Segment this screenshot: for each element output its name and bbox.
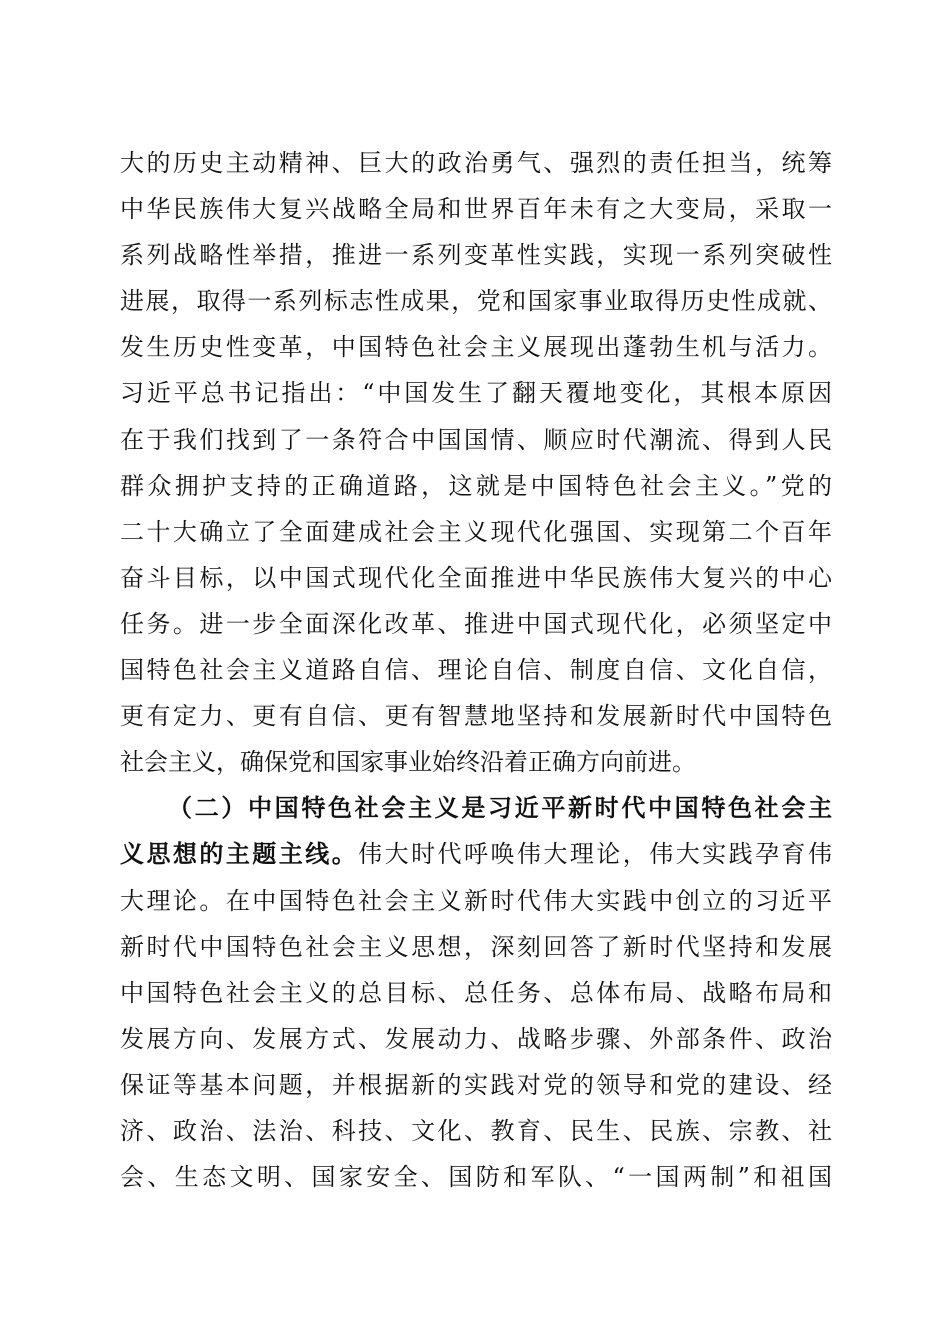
text-line: 国特色社会主义道路自信、理论自信、制度自信、文化自信， — [120, 656, 832, 685]
text-line: 进展，取得一系列标志性成果，党和国家事业取得历史性成就、 — [120, 287, 832, 316]
text-line: 发展方向、发展方式、发展动力、战略步骤、外部条件、政治 — [120, 1024, 832, 1053]
text-line: 系列战略性举措，推进一系列变革性实践，实现一系列突破性 — [120, 241, 832, 270]
paragraph-continuation — [120, 140, 832, 785]
section-heading-end: 义思想的主题主线。 — [120, 839, 359, 869]
text-line: 会、生态文明、国家安全、国防和军队、“一国两制”和祖国 — [120, 1163, 832, 1192]
text-line: 新时代中国特色社会主义思想，深刻回答了新时代坚持和发展 — [120, 932, 832, 961]
text-line — [120, 831, 832, 877]
text-line: 大理论。在中国特色社会主义新时代伟大实践中创立的习近平 — [120, 886, 832, 915]
text-line: 发生历史性变革，中国特色社会主义展现出蓬勃生机与活力。 — [120, 333, 832, 362]
text-line: 中国特色社会主义的总目标、总任务、总体布局、战略布局和 — [120, 978, 832, 1007]
text-line: 任务。进一步全面深化改革、推进中国式现代化，必须坚定中 — [120, 609, 832, 638]
section-heading: （二）中国特色社会主义是习近平新时代中国特色社会主 — [168, 793, 832, 823]
text-line: 奋斗目标，以中国式现代化全面推进中华民族伟大复兴的中心 — [120, 563, 832, 592]
text-line: 保证等基本问题，并根据新的实践对党的领导和党的建设、经 — [120, 1070, 832, 1099]
text-line: 习近平总书记指出：“中国发生了翻天覆地变化，其根本原因 — [120, 379, 832, 408]
text-line: 中华民族伟大复兴战略全局和世界百年未有之大变局，采取一 — [120, 195, 832, 224]
text-line: 二十大确立了全面建成社会主义现代化强国、实现第二个百年 — [120, 517, 832, 546]
text-line: 在于我们找到了一条符合中国国情、顺应时代潮流、得到人民 — [120, 425, 832, 454]
paragraph-section-two — [120, 785, 832, 1200]
text-line-rest: 伟大时代呼唤伟大理论，伟大实践孕育伟 — [358, 840, 833, 869]
text-line: 大的历史主动精神、巨大的政治勇气、强烈的责任担当，统筹 — [120, 149, 832, 177]
text-line: 社会主义，确保党和国家事业始终沿着正确方向前进。 — [120, 748, 696, 777]
document-body — [120, 140, 832, 1200]
text-line: 群众拥护支持的正确道路，这就是中国特色社会主义。”党的 — [120, 471, 832, 500]
text-line: 更有定力、更有自信、更有智慧地坚持和发展新时代中国特色 — [120, 702, 832, 731]
text-line: 济、政治、法治、科技、文化、教育、民生、民族、宗教、社 — [120, 1116, 832, 1145]
